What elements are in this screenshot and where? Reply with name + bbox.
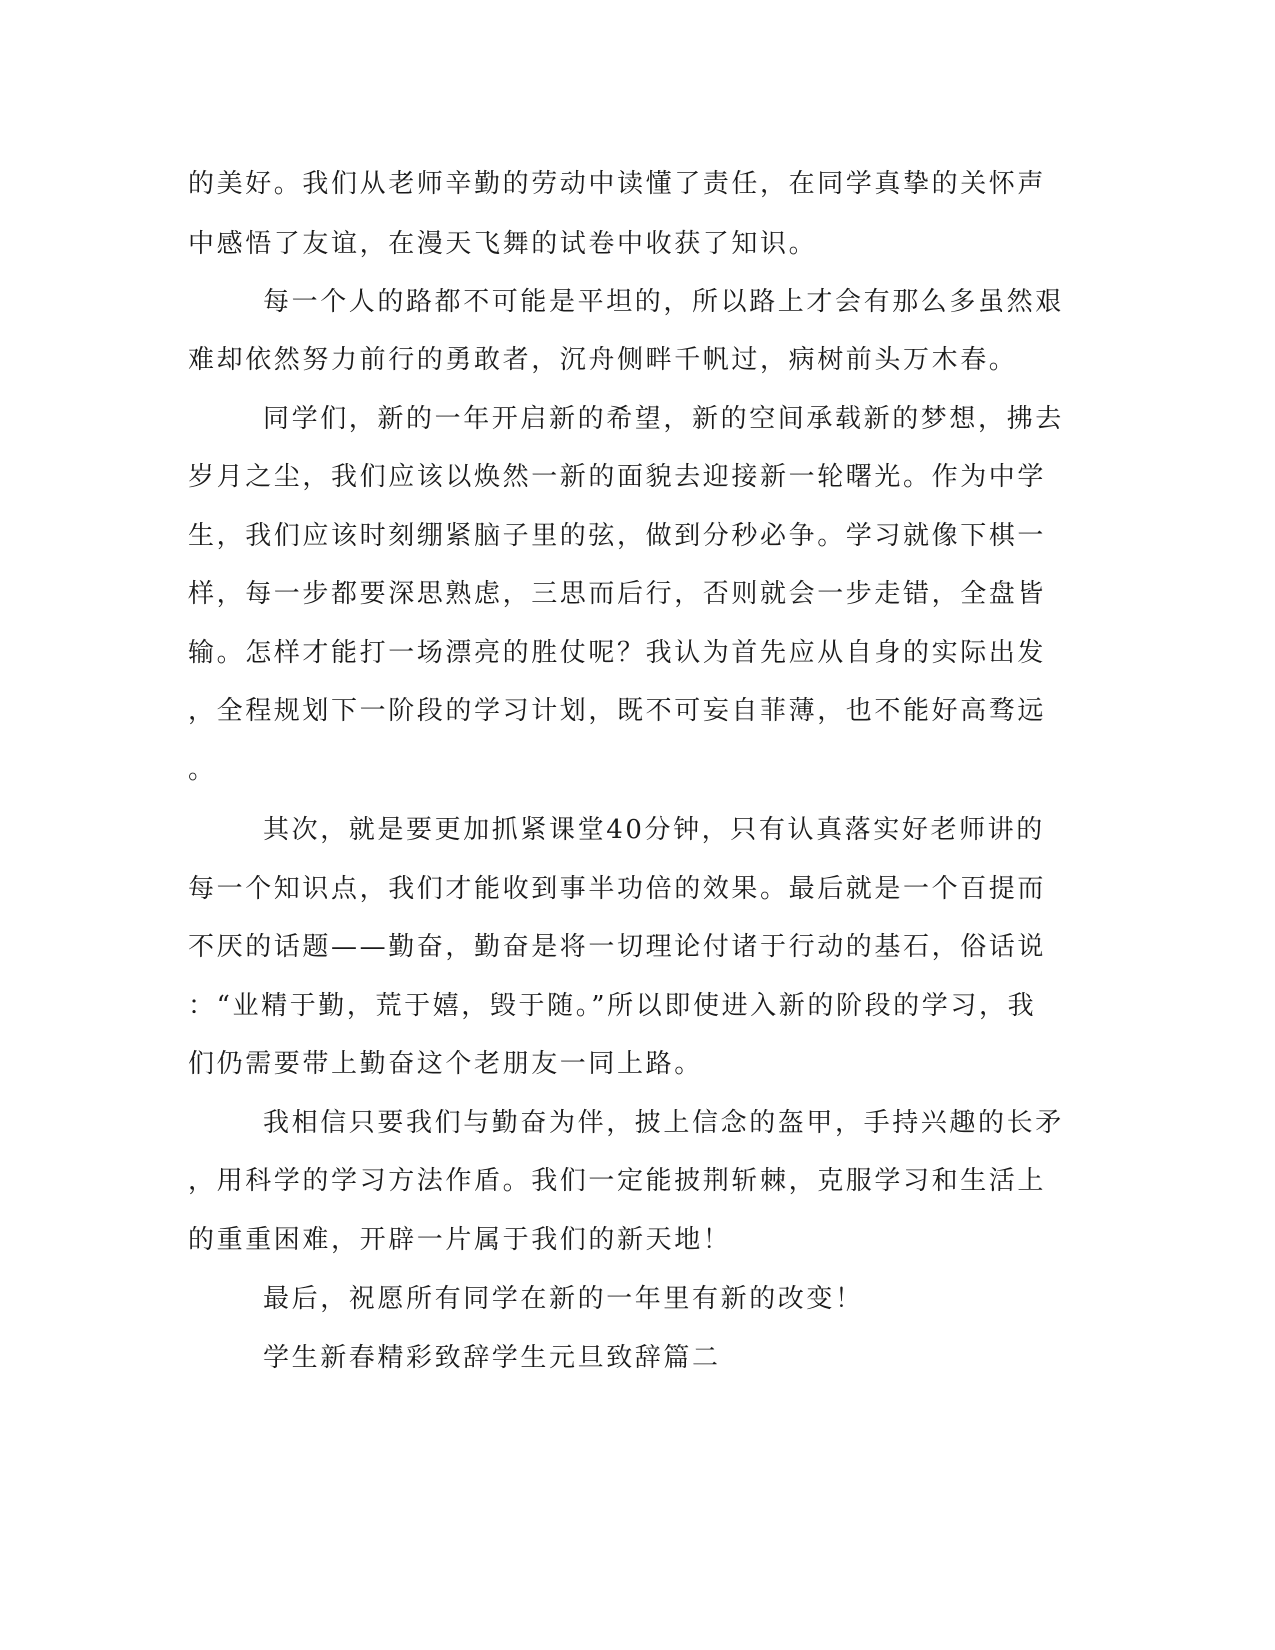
text-line: ，全程规划下一阶段的学习计划，既不可妄自菲薄，也不能好高骛远 [188, 696, 1047, 726]
text-line: 岁月之尘，我们应该以焕然一新的面貌去迎接新一轮曙光。作为中学 [188, 462, 1047, 492]
text-line: ：“业精于勤，荒于嬉，毁于随。”所以即使进入新的阶段的学习，我 [188, 991, 1037, 1021]
text-line: 每一个人的路都不可能是平坦的，所以路上才会有那么多虽然艰 [263, 287, 1064, 317]
text-line: 其次，就是要更加抓紧课堂40分钟，只有认真落实好老师讲的 [263, 815, 1045, 845]
text-line: 输。怎样才能打一场漂亮的胜仗呢？我认为首先应从自身的实际出发 [188, 638, 1047, 668]
text-line: 难却依然努力前行的勇敢者，沉舟侧畔千帆过，病树前头万木春。 [188, 345, 1018, 375]
section-heading: 学生新春精彩致辞学生元旦致辞篇二 [263, 1343, 721, 1373]
text-line: ，用科学的学习方法作盾。我们一定能披荆斩棘，克服学习和生活上 [188, 1166, 1047, 1196]
text-line: 的美好。我们从老师辛勤的劳动中读懂了责任，在同学真挚的关怀声 [188, 169, 1047, 199]
text-line: 最后，祝愿所有同学在新的一年里有新的改变！ [263, 1284, 864, 1314]
text-line: 每一个知识点，我们才能收到事半功倍的效果。最后就是一个百提而 [188, 874, 1047, 904]
text-line: 同学们，新的一年开启新的希望，新的空间承载新的梦想，拂去 [263, 404, 1064, 434]
text-line: 不厌的话题——勤奋，勤奋是将一切理论付诸于行动的基石，俗话说 [188, 932, 1047, 962]
text-line: 中感悟了友谊，在漫天飞舞的试卷中收获了知识。 [188, 229, 818, 259]
text-line: 我相信只要我们与勤奋为伴，披上信念的盔甲，手持兴趣的长矛 [263, 1108, 1064, 1138]
text-line: 的重重困难，开辟一片属于我们的新天地！ [188, 1225, 732, 1255]
text-line: 。 [188, 755, 217, 785]
text-line: 生，我们应该时刻绷紧脑子里的弦，做到分秒必争。学习就像下棋一 [188, 521, 1047, 551]
text-line: 样，每一步都要深思熟虑，三思而后行，否则就会一步走错，全盘皆 [188, 579, 1047, 609]
text-line: 们仍需要带上勤奋这个老朋友一同上路。 [188, 1049, 703, 1079]
